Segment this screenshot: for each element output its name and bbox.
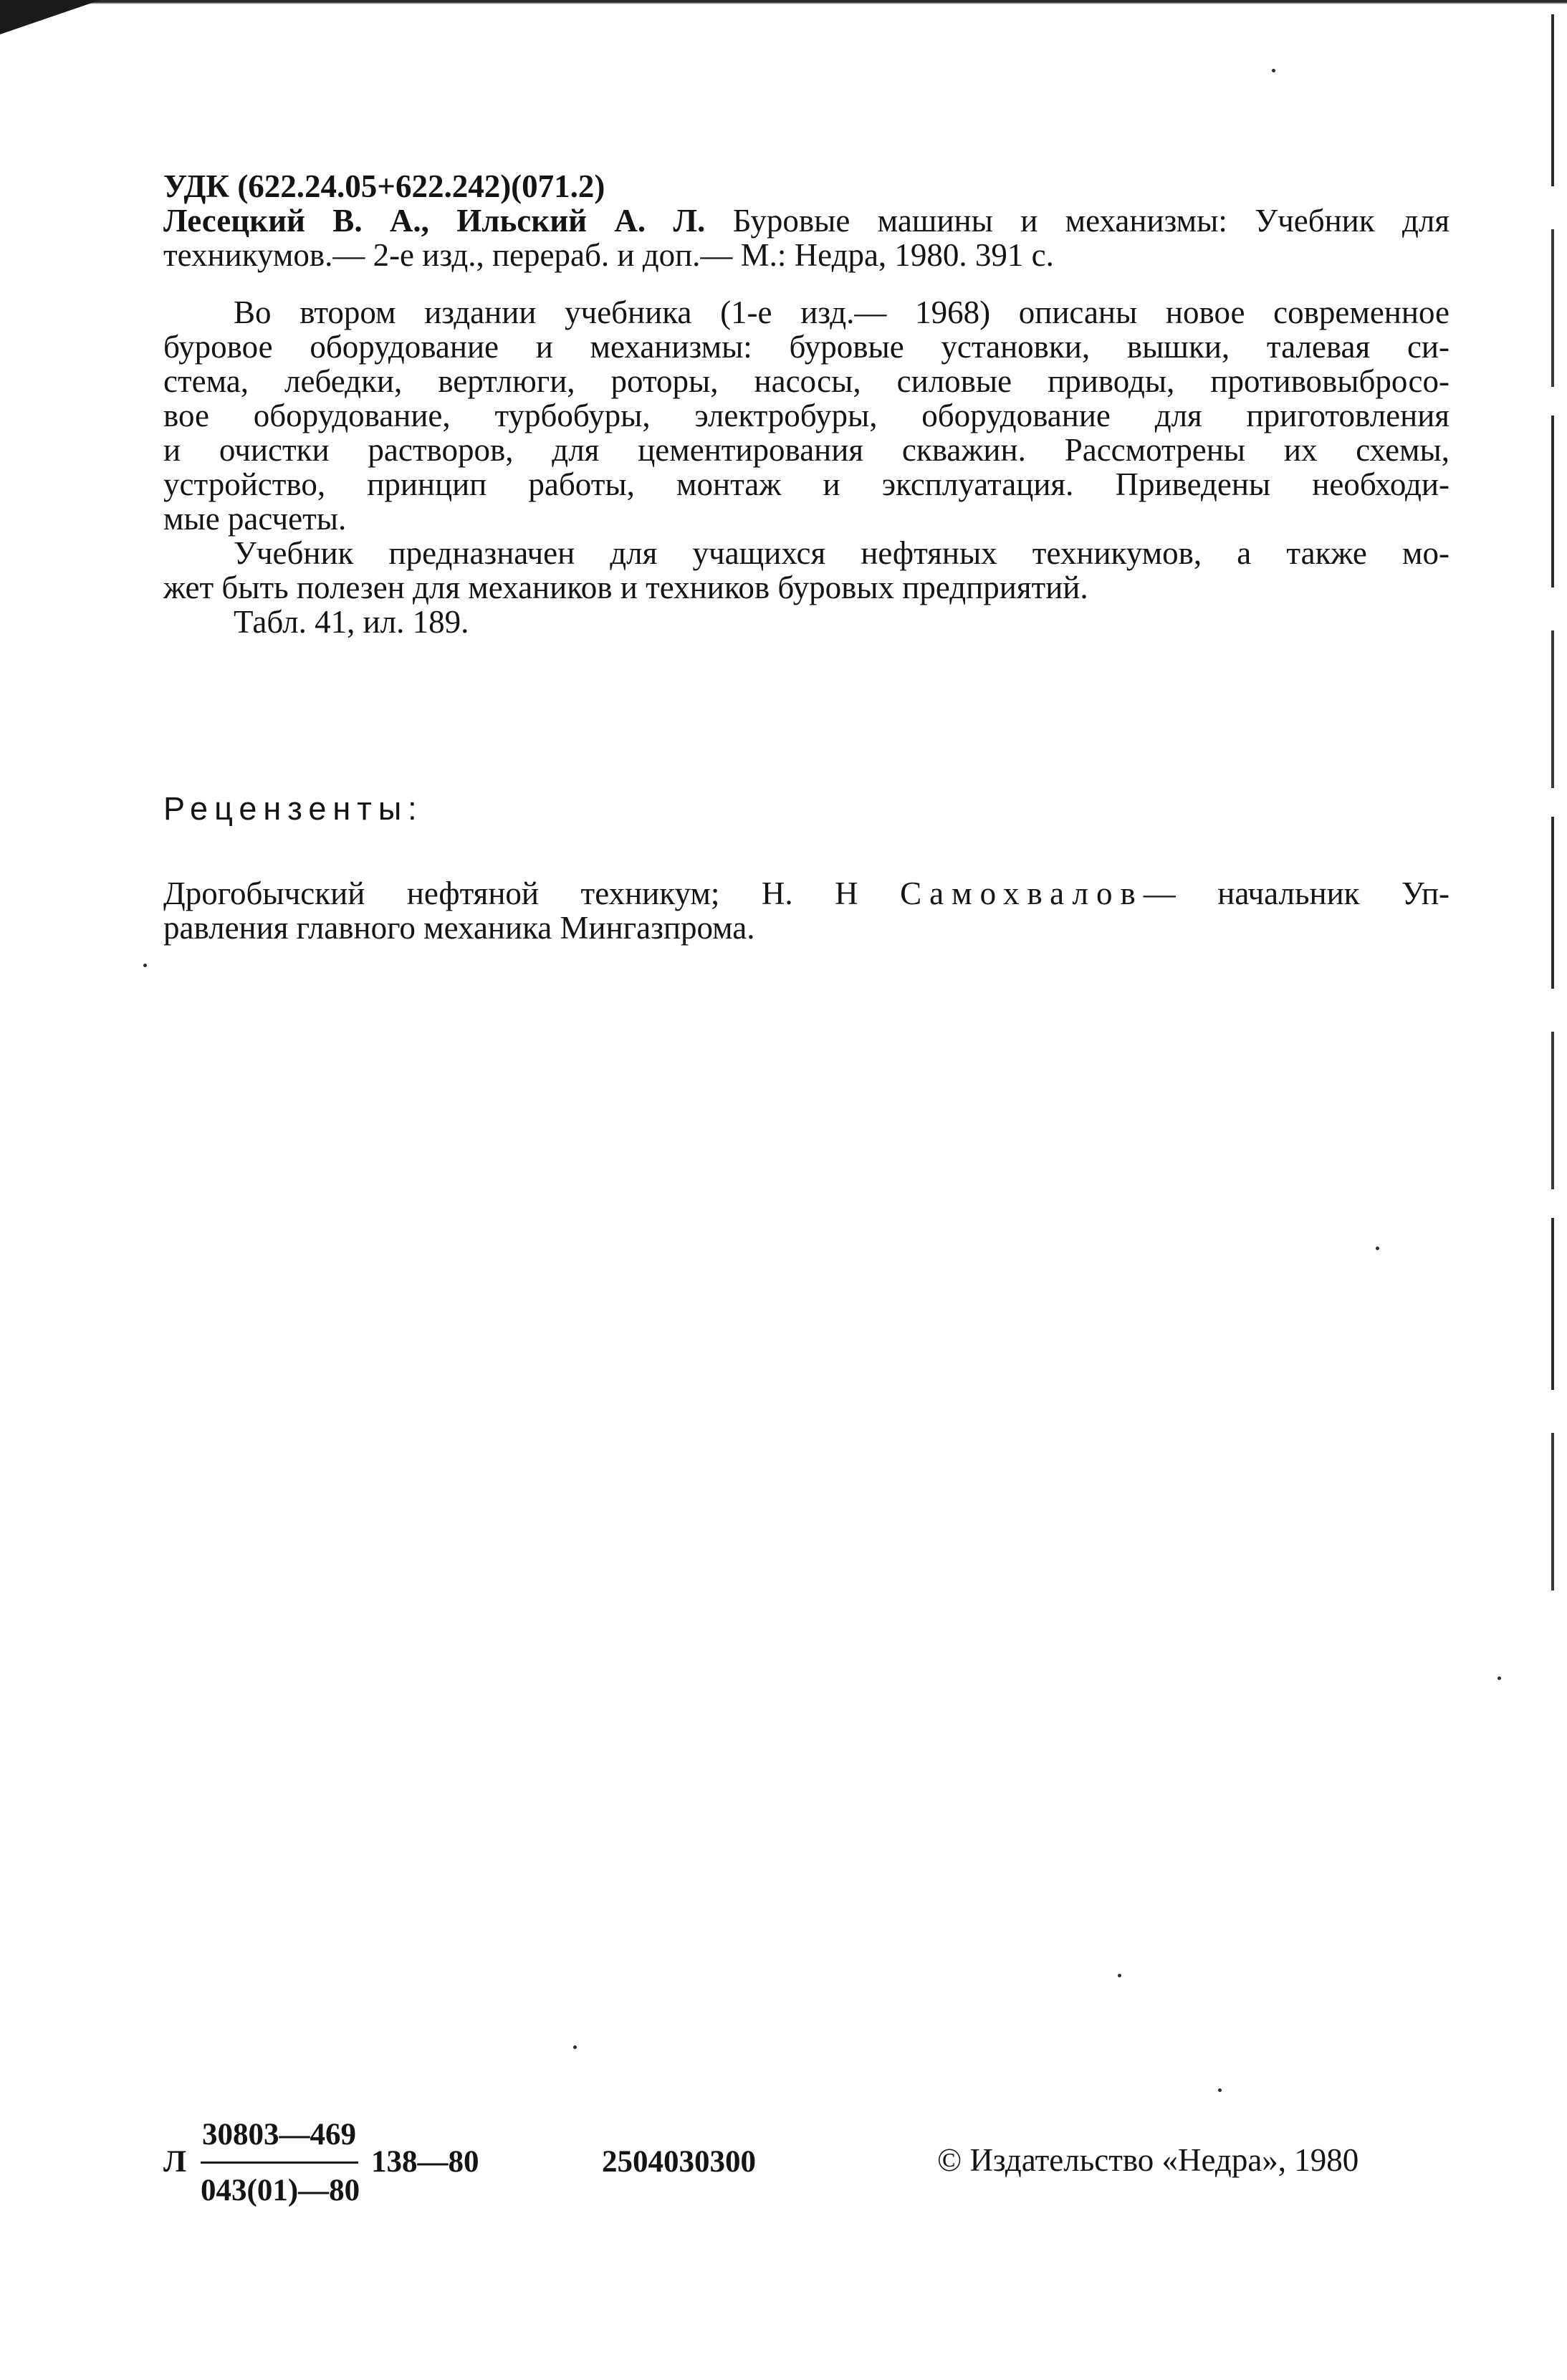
imprint-denominator: 043(01)—80 xyxy=(201,2174,360,2207)
catalog-record xyxy=(163,169,1449,272)
reviewer-surname: Самохвалов xyxy=(900,875,1144,911)
imprint-letter: Л xyxy=(163,2145,187,2179)
purpose-line: жет быть полезен для механиков и техников буровых предприятий. xyxy=(163,570,1088,605)
reviewers-heading: Рецензенты: xyxy=(163,790,423,827)
imprint-suffix: 138—80 xyxy=(371,2145,479,2179)
speck xyxy=(143,964,147,967)
speck xyxy=(573,2045,577,2049)
reviewers-text xyxy=(163,876,1449,945)
reviewers-line: равления главного механика Мингазпрома. xyxy=(163,910,755,946)
speck xyxy=(1497,1676,1501,1680)
book-title: Буровые машины и механизмы: Учебник для xyxy=(732,203,1450,239)
purpose-line: Учебник предназначен для учащихся нефтяных техникумов, а также мо- xyxy=(234,535,1449,571)
table-figure-count: Табл. 41, ил. 189. xyxy=(234,604,469,640)
speck xyxy=(1218,2088,1222,2092)
authors: Лесецкий В. А., Ильский А. Л. xyxy=(163,203,706,239)
abstract-line: устройство, принцип работы, монтаж и эксплуатация. Приведены необходи- xyxy=(163,466,1449,502)
reviewers xyxy=(163,792,1449,945)
scan-corner-shadow xyxy=(0,0,100,34)
scan-edge-right xyxy=(1551,14,1554,1590)
scan-edge-top xyxy=(0,0,1567,10)
udk-code: УДК (622.24.05+622.242)(071.2) xyxy=(163,168,605,204)
bibliographic-edition-line: техникумов.— 2-е изд., перераб. и доп.— М.: Недра, 1980. 391 с. xyxy=(163,237,1054,273)
publisher-imprint xyxy=(163,2117,1467,2225)
abstract-line: стема, лебедки, вертлюги, роторы, насосы, силовые приводы, противовыбросо- xyxy=(163,363,1449,399)
speck xyxy=(1118,1974,1121,1977)
reviewers-line xyxy=(163,876,1449,911)
imprint-code: 2504030300 xyxy=(602,2145,756,2179)
abstract-line: вое оборудование, турбобуры, электробуры, оборудование для приготовления xyxy=(163,398,1449,433)
reviewer-institution: Дрогобычский нефтяной техникум; Н. Н xyxy=(163,875,858,911)
speck xyxy=(1272,69,1275,72)
imprint-fraction-bar xyxy=(201,2161,358,2164)
bibliographic-title-line xyxy=(163,203,1449,238)
speck xyxy=(1376,1247,1379,1250)
abstract-line: и очистки растворов, для цементирования скважин. Рассмотрены их схемы, xyxy=(163,432,1449,468)
copyright-notice: © Издательство «Недра», 1980 xyxy=(937,2142,1359,2178)
abstract-line: буровое оборудование и механизмы: буровые установки, вышки, талевая си- xyxy=(163,329,1449,365)
abstract-line: мые расчеты. xyxy=(163,501,347,537)
abstract xyxy=(163,295,1449,639)
imprint-numerator: 30803—469 xyxy=(202,2118,356,2151)
reviewer-position: — начальник Уп- xyxy=(1143,875,1450,911)
abstract-line: Во втором издании учебника (1-е изд.— 1968) описаны новое современное xyxy=(234,294,1449,330)
